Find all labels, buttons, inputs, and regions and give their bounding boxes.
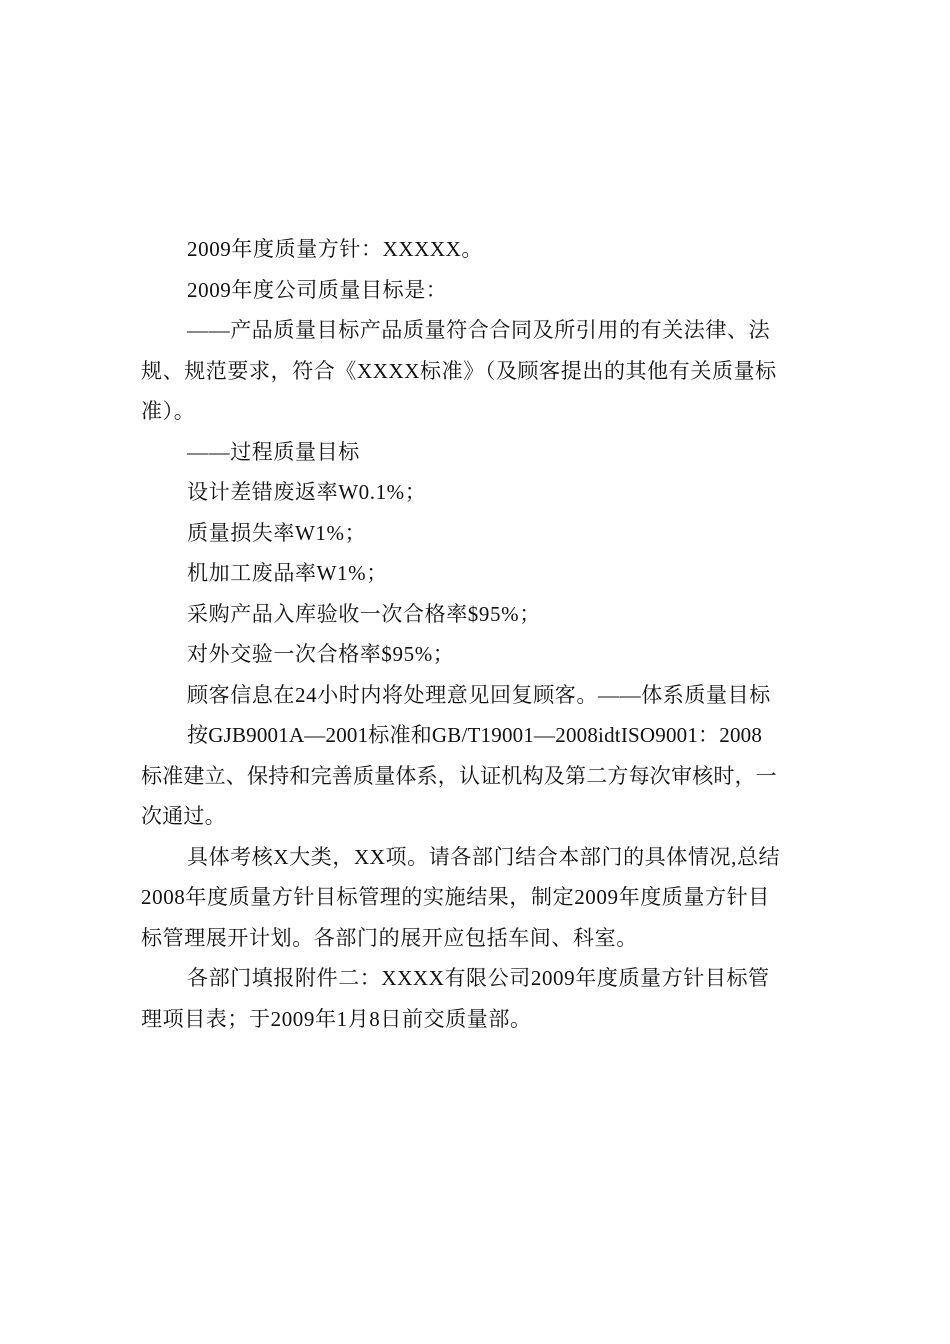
quality-system-standard-paragraph: 按GJB9001A—2001标准和GB/T19001—2008idtISO9001：2008标准建立、保持和完善质量体系，认证机构及第二方每次审核时，一次通过。 bbox=[141, 723, 777, 828]
purchase-acceptance-rate-item: 采购产品入库验收一次合格率$95%； bbox=[187, 601, 541, 626]
document-body bbox=[141, 229, 781, 1039]
assessment-instructions-paragraph: 具体考核X大类，XX项。请各部门结合本部门的具体情况,总结2008年度质量方针目标管理的实施结果，制定2009年度质量方针目标管理展开计划。各部门的展开应包括车间、科室。 bbox=[141, 844, 781, 950]
submission-instructions-paragraph: 各部门填报附件二：XXXX有限公司2009年度质量方针目标管理项目表；于2009年1月8日前交质量部。 bbox=[141, 966, 770, 1031]
machining-scrap-rate-item: 机加工废品率W1%； bbox=[187, 561, 388, 585]
customer-response-item: 顾客信息在24小时内将处理意见回复顾客。——体系质量目标 bbox=[187, 682, 771, 707]
quality-policy-paragraph: 2009年度质量方针：XXXXX。 bbox=[187, 237, 484, 261]
design-error-rate-item: 设计差错废返率W0.1%； bbox=[187, 480, 427, 504]
quality-objectives-heading: 2009年度公司质量目标是： bbox=[187, 277, 448, 302]
external-acceptance-rate-item: 对外交验一次合格率$95%； bbox=[187, 642, 455, 666]
quality-loss-rate-item: 质量损失率W1%； bbox=[187, 520, 367, 545]
process-quality-objective-heading: ——过程质量目标 bbox=[187, 439, 360, 464]
product-quality-objective: ——产品质量目标产品质量符合合同及所引用的有关法律、法规、规范要求，符合《XXXX标准》（及顾客提出的其他有关质量标准）。 bbox=[141, 318, 777, 423]
